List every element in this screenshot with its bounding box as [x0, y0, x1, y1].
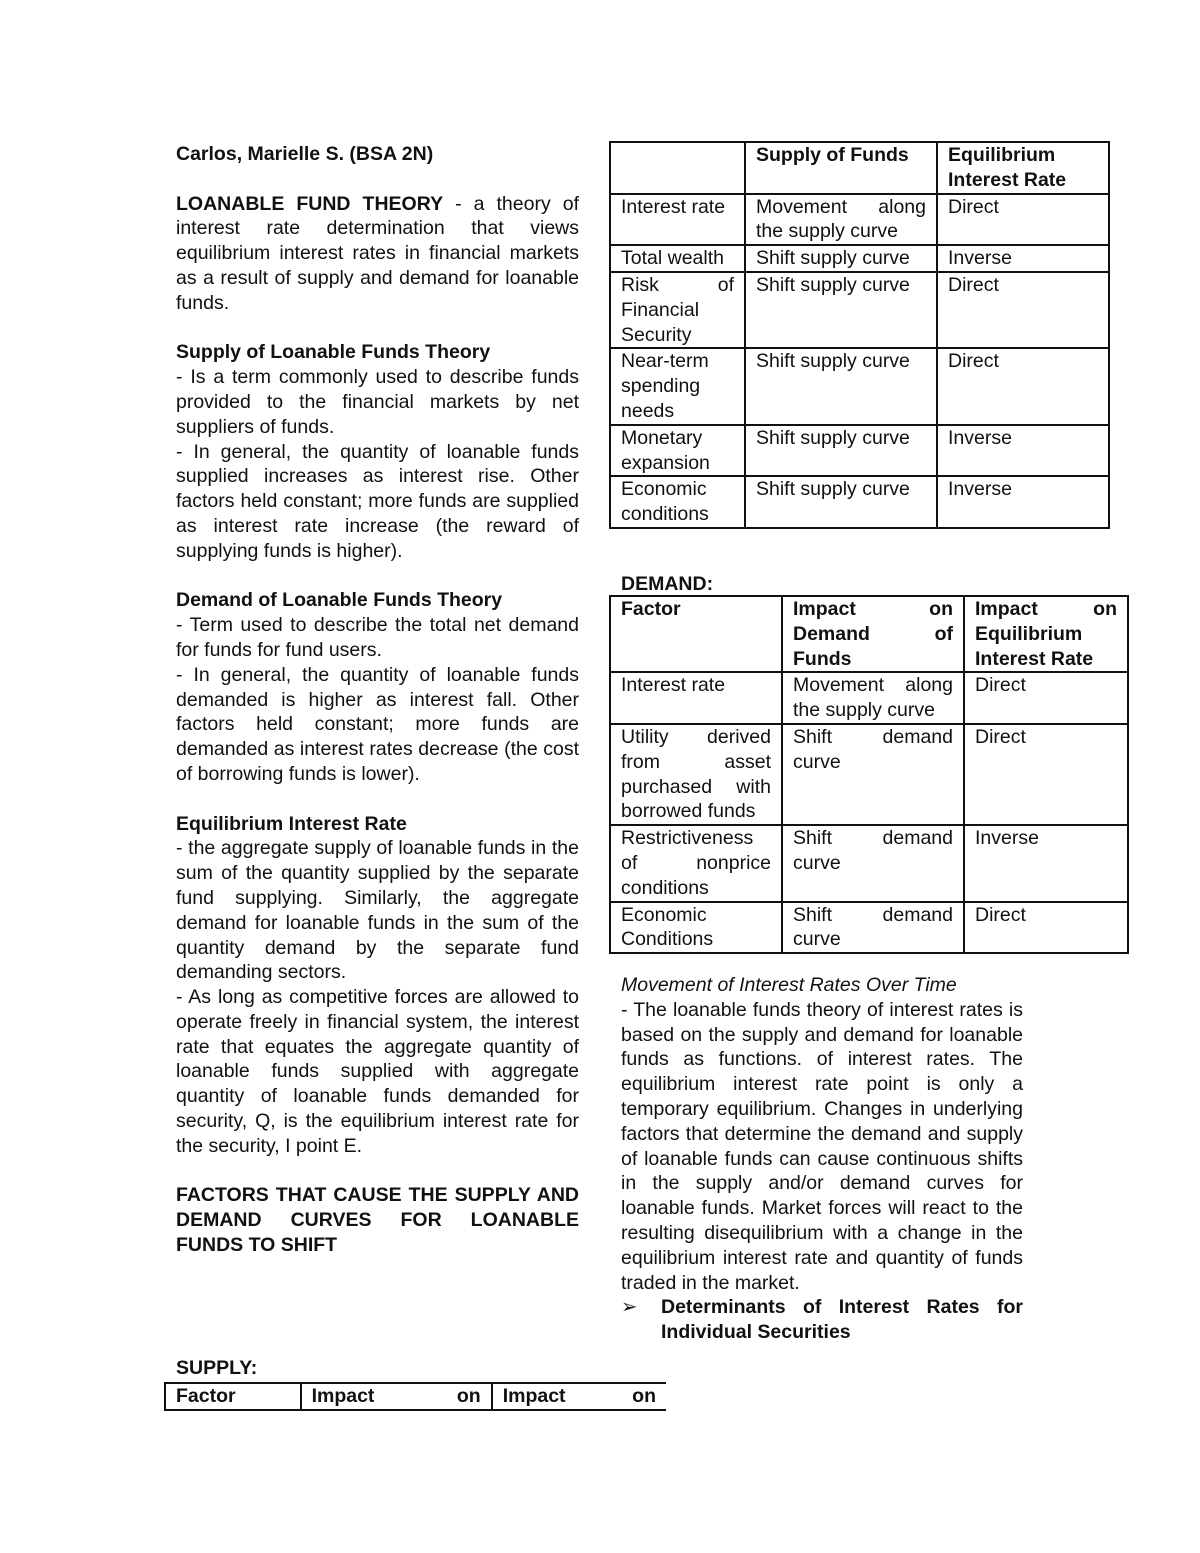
demand-header-impact-demand: Impact on Demand of Funds [782, 596, 964, 672]
table-cell: Direct [937, 272, 1109, 348]
demand-header-factor: Factor [610, 596, 782, 672]
author-line: Carlos, Marielle S. (BSA 2N) [176, 143, 434, 165]
table-cell: Shift demand curve [782, 724, 964, 825]
supply-header-eq: Equilibrium Interest Rate [937, 142, 1109, 194]
right-column [621, 973, 1023, 1345]
table-cell: Interest rate [610, 672, 782, 724]
supply-label: SUPPLY: [176, 1357, 258, 1379]
table-cell: Monetary expansion [610, 425, 745, 477]
movement-heading: Movement of Interest Rates Over Time [621, 974, 957, 996]
header-impact-1: Impact on [301, 1383, 492, 1410]
determinants-bullet [621, 1295, 1023, 1345]
demand-table [609, 595, 1129, 954]
table-cell: Movement along the supply curve [745, 194, 937, 246]
supply-factor-table-header [164, 1382, 666, 1411]
left-column [176, 142, 579, 1258]
supply-header-blank [610, 142, 745, 194]
lft-text: - a theory of interest rate determination that views equilibrium interest rates in financial markets as a result of supply and demand for loanable funds. [176, 192, 579, 314]
table-cell: Shift demand curve [782, 825, 964, 901]
table-cell: Direct [937, 194, 1109, 246]
lft-title: LOANABLE FUND THEORY [176, 192, 444, 215]
table-cell: Shift demand curve [782, 902, 964, 954]
table-cell: Shift supply curve [745, 348, 937, 424]
supply-table [609, 141, 1110, 529]
table-cell: Inverse [937, 425, 1109, 477]
supply-theory-p1: - Is a term commonly used to describe funds provided to the financial markets by net suppliers of funds. [176, 366, 579, 438]
table-cell: Risk of Financial Security [610, 272, 745, 348]
supply-header-funds: Supply of Funds [745, 142, 937, 194]
table-row [610, 596, 1128, 672]
supply-theory-heading: Supply of Loanable Funds Theory [176, 341, 491, 364]
table-row [610, 348, 1109, 424]
table-cell: Movement along the supply curve [782, 672, 964, 724]
table-cell: Economic Conditions [610, 902, 782, 954]
table-cell: Interest rate [610, 194, 745, 246]
table-cell: Total wealth [610, 245, 745, 272]
supply-theory-p2: - In general, the quantity of loanable funds supplied increases as interest rise. Other factors held constant; more funds are supplied as interest rate increase (the reward of supplying funds is higher). [176, 440, 579, 562]
lft-paragraph [176, 192, 579, 316]
table-cell: Near-term spending needs [610, 348, 745, 424]
table-cell: Direct [964, 724, 1128, 825]
table-row [610, 245, 1109, 272]
table-cell: Restrictiveness of nonprice conditions [610, 825, 782, 901]
table-row [610, 425, 1109, 477]
table-row [610, 272, 1109, 348]
equilibrium-p1: - the aggregate supply of loanable funds in the sum of the quantity supplied by the separate fund supplying. Similarly, the aggregate demand for loanable funds in the sum of the quantity demand by the separate fund demanding sectors. [176, 837, 579, 984]
table-row [610, 194, 1109, 246]
table-row [610, 476, 1109, 528]
table-cell: Direct [937, 348, 1109, 424]
table-row [610, 724, 1128, 825]
equilibrium-p2: - As long as competitive forces are allowed to operate freely in financial system, the interest rate that equates the aggregate quantity of loanable funds supplied with aggregate quantity of loanable funds demanded for security, Q, is the equilibrium interest rate for the security, I point E. [176, 986, 579, 1157]
table-row [610, 902, 1128, 954]
header-factor: Factor [165, 1383, 301, 1410]
table-cell: Shift supply curve [745, 272, 937, 348]
determinants-heading: Determinants of Interest Rates for Individual Securities [661, 1296, 1023, 1344]
table-cell: Inverse [964, 825, 1128, 901]
demand-label: DEMAND: [621, 573, 714, 595]
demand-header-impact-eq: Impact on Equilibrium Interest Rate [964, 596, 1128, 672]
table-cell: Direct [964, 902, 1128, 954]
demand-theory-heading: Demand of Loanable Funds Theory [176, 589, 503, 612]
table-cell: Utility derived from asset purchased with borrowed funds [610, 724, 782, 825]
table-cell: Inverse [937, 476, 1109, 528]
table-cell: Shift supply curve [745, 476, 937, 528]
arrow-bullet-icon: ➢ [621, 1296, 638, 1319]
header-impact-2: Impact on [492, 1383, 666, 1410]
table-row [610, 825, 1128, 901]
factors-heading: FACTORS THAT CAUSE THE SUPPLY AND DEMAND CURVES FOR LOANABLE FUNDS TO SHIFT [176, 1184, 579, 1257]
demand-theory-p2: - In general, the quantity of loanable funds demanded is higher as interest fall. Other factors held constant; more funds are demanded as interest rates decrease (the cost of borrowing funds is lower). [176, 663, 579, 785]
table-row [610, 142, 1109, 194]
table-cell: Shift supply curve [745, 245, 937, 272]
demand-theory-p1: - Term used to describe the total net demand for funds for fund users. [176, 614, 579, 661]
equilibrium-heading: Equilibrium Interest Rate [176, 812, 407, 835]
table-cell: Direct [964, 672, 1128, 724]
table-cell: Shift supply curve [745, 425, 937, 477]
table-cell: Economic conditions [610, 476, 745, 528]
table-row [610, 672, 1128, 724]
movement-text: - The loanable funds theory of interest rates is based on the supply and demand for loanable funds as functions. of interest rates. The equilibrium interest rate point is only a temporary equilibrium. Changes in underlying factors that determine the demand and supply of loanable funds can cause continuous shifts in the supply and/or demand curves for loanable funds. Market forces will react to the resulting disequilibrium with a change in the equilibrium interest rate and quantity of funds traded in the market. [621, 998, 1023, 1294]
table-cell: Inverse [937, 245, 1109, 272]
